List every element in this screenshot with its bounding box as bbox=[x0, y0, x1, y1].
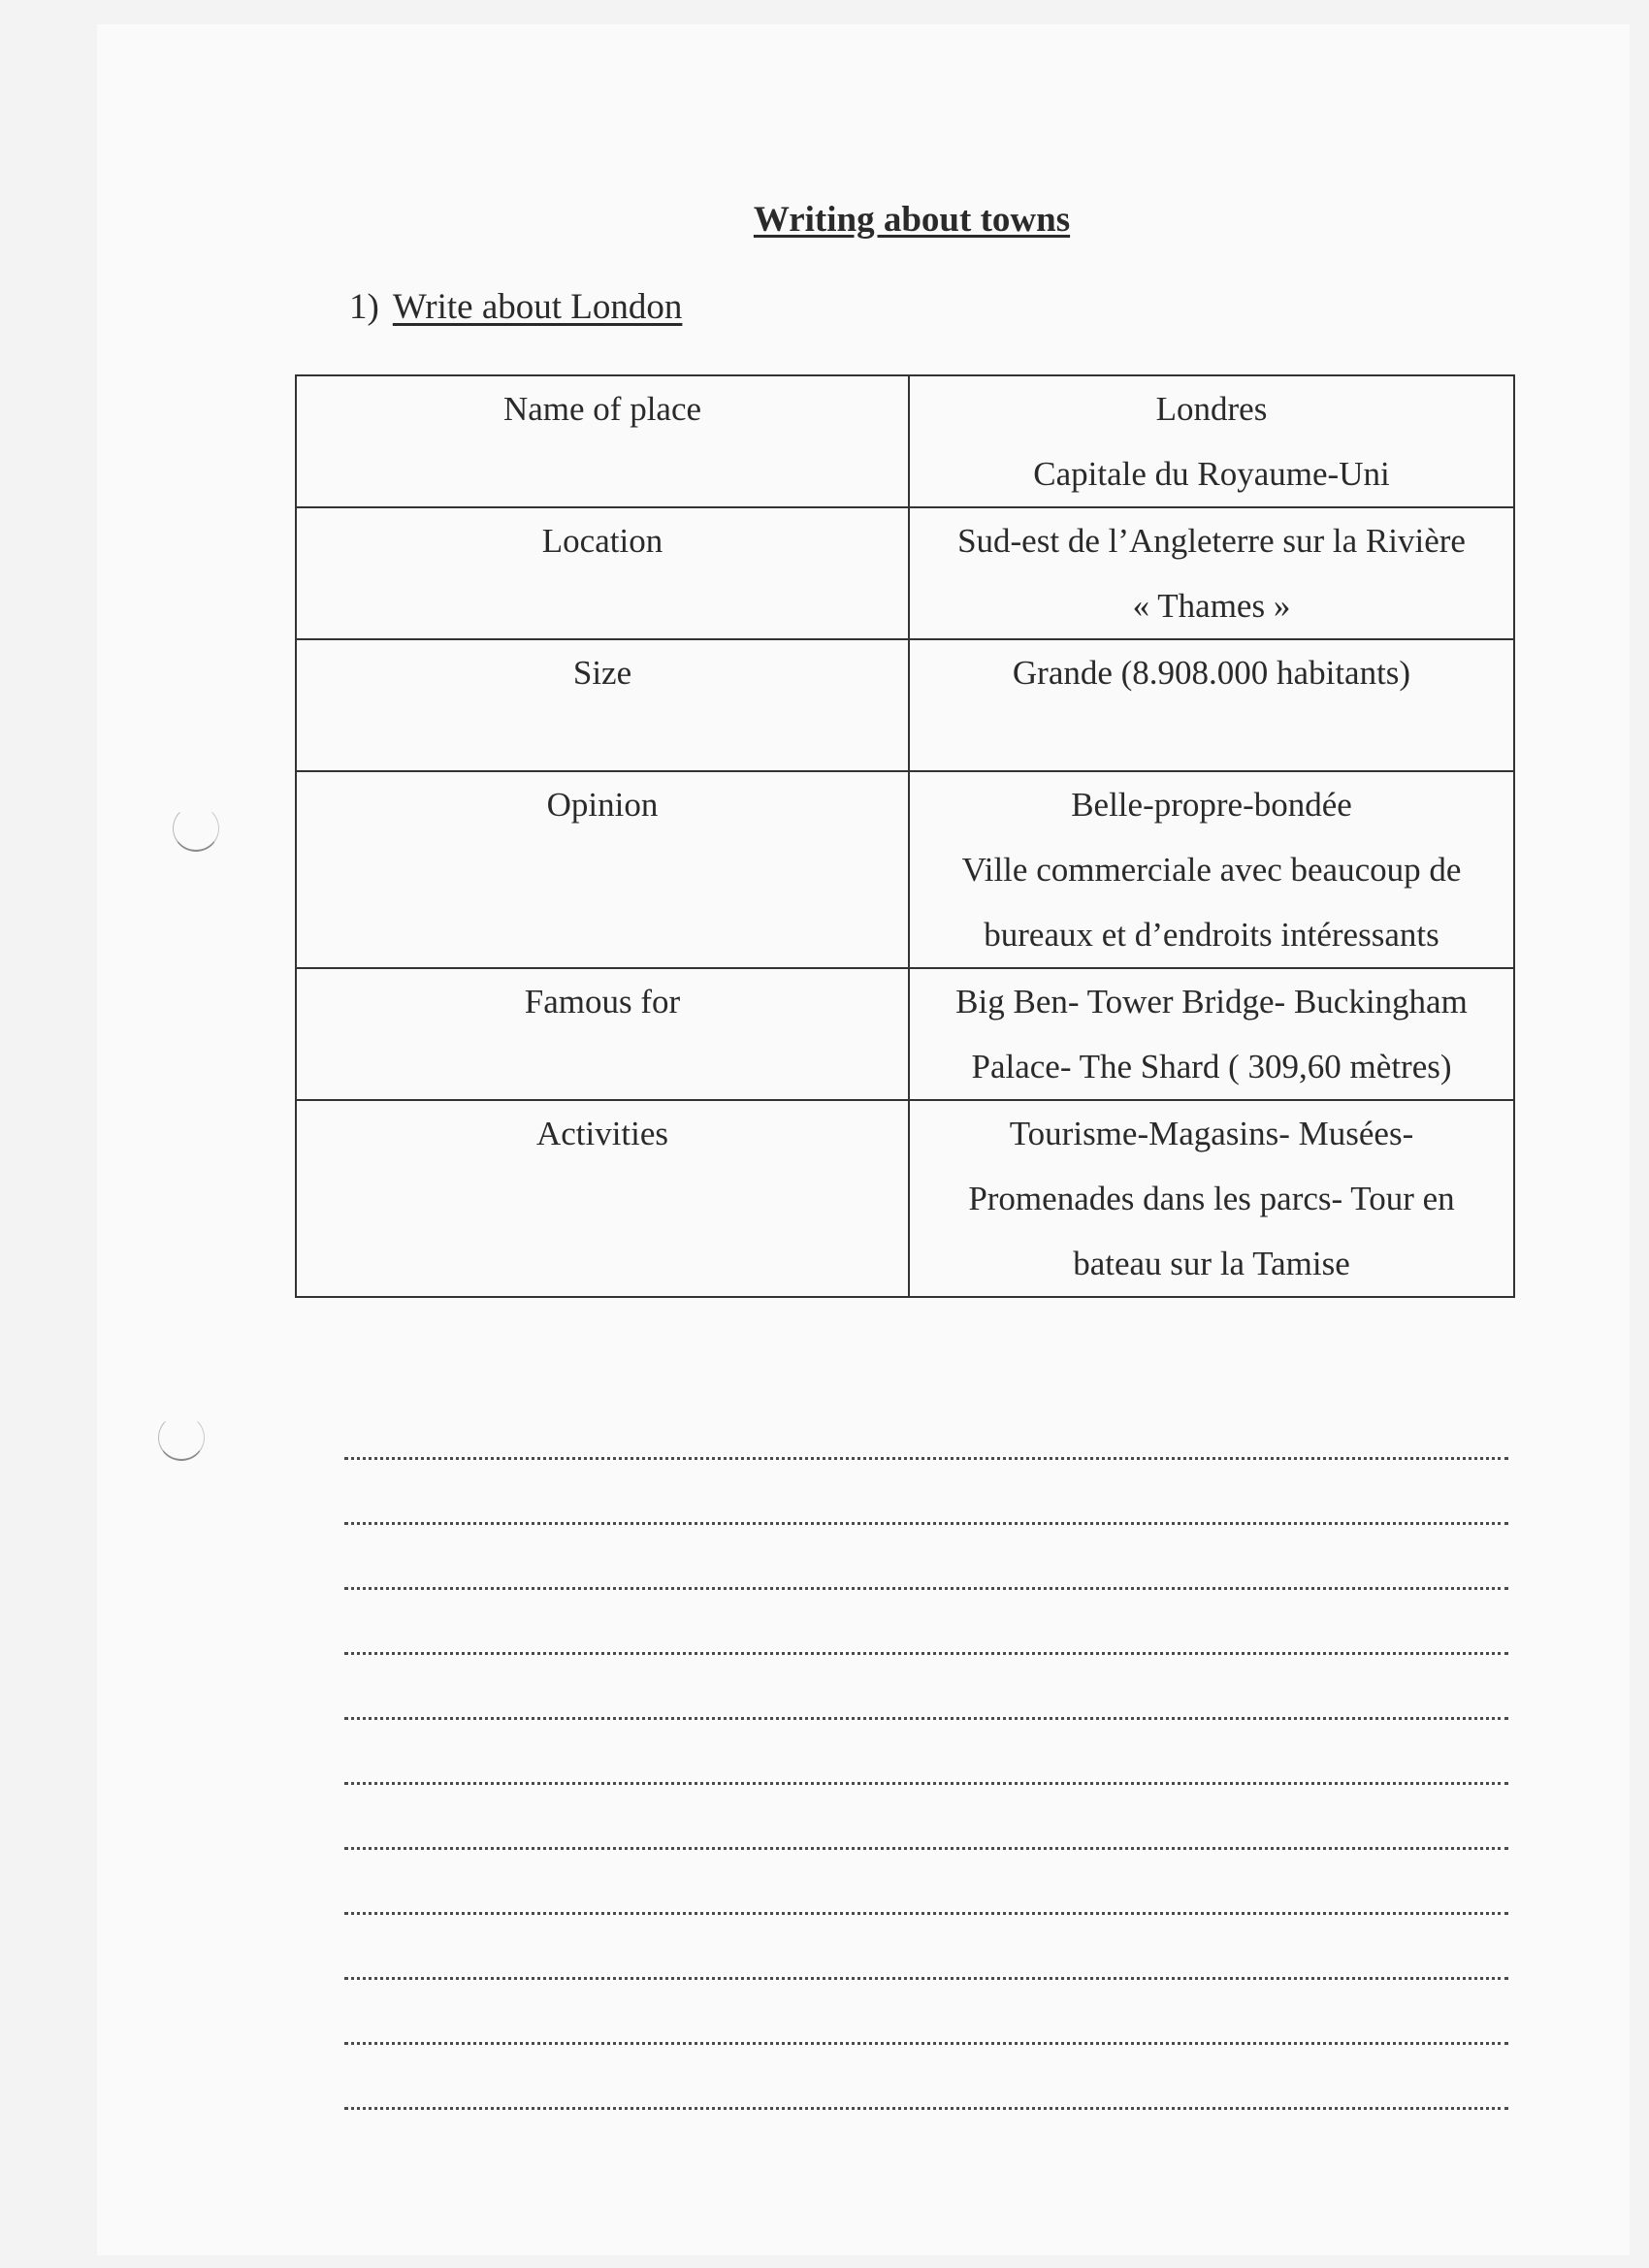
dotted-answer-line[interactable] bbox=[344, 1850, 1508, 1915]
value-line: Tourisme-Magasins- Musées- bbox=[1009, 1115, 1414, 1152]
london-info-table bbox=[295, 374, 1515, 1298]
dotted-answer-line[interactable] bbox=[344, 1785, 1508, 1850]
value-line: Londres bbox=[1155, 390, 1268, 428]
dotted-answer-line[interactable] bbox=[344, 1980, 1508, 2045]
row-value bbox=[909, 639, 1514, 771]
table-row bbox=[296, 1100, 1514, 1297]
value-line: Ville commerciale avec beaucoup de bbox=[961, 851, 1462, 889]
row-value bbox=[909, 771, 1514, 968]
punch-hole bbox=[173, 805, 219, 852]
value-line: Sud-est de l’Angleterre sur la Rivière bbox=[957, 522, 1466, 560]
dotted-answer-line[interactable] bbox=[344, 1720, 1508, 1785]
question-heading bbox=[349, 286, 682, 328]
table-row bbox=[296, 639, 1514, 771]
value-line: Promenades dans les parcs- Tour en bbox=[968, 1180, 1455, 1217]
value-line: Capitale du Royaume-Uni bbox=[1033, 455, 1390, 493]
value-line: Grande (8.908.000 habitants) bbox=[1012, 654, 1411, 692]
question-text: Write about London bbox=[392, 287, 683, 327]
value-line: Palace- The Shard ( 309,60 mètres) bbox=[971, 1048, 1452, 1085]
row-value bbox=[909, 1100, 1514, 1297]
value-line: bateau sur la Tamise bbox=[1073, 1245, 1350, 1282]
row-label: Name of place bbox=[296, 375, 909, 507]
dotted-answer-line[interactable] bbox=[344, 1460, 1508, 1525]
writing-area[interactable] bbox=[344, 1395, 1508, 2110]
row-label: Size bbox=[296, 639, 909, 771]
value-line: bureaux et d’endroits intéressants bbox=[984, 916, 1439, 954]
row-value bbox=[909, 507, 1514, 639]
row-label: Location bbox=[296, 507, 909, 639]
question-number: 1) bbox=[349, 287, 379, 327]
dotted-answer-line[interactable] bbox=[344, 1590, 1508, 1655]
row-label: Famous for bbox=[296, 968, 909, 1100]
row-label: Activities bbox=[296, 1100, 909, 1297]
worksheet-title: Writing about towns bbox=[753, 200, 1071, 240]
table-row bbox=[296, 375, 1514, 507]
value-line: Belle-propre-bondée bbox=[1071, 786, 1352, 824]
punch-hole bbox=[158, 1414, 205, 1461]
dotted-answer-line[interactable] bbox=[344, 2045, 1508, 2110]
value-line: « Thames » bbox=[1132, 587, 1291, 625]
row-label: Opinion bbox=[296, 771, 909, 968]
table-row bbox=[296, 507, 1514, 639]
row-value bbox=[909, 968, 1514, 1100]
value-line: Big Ben- Tower Bridge- Buckingham bbox=[955, 983, 1468, 1021]
table-row bbox=[296, 771, 1514, 968]
table-row bbox=[296, 968, 1514, 1100]
dotted-answer-line[interactable] bbox=[344, 1915, 1508, 1980]
dotted-answer-line[interactable] bbox=[344, 1395, 1508, 1460]
dotted-answer-line[interactable] bbox=[344, 1655, 1508, 1720]
dotted-answer-line[interactable] bbox=[344, 1525, 1508, 1590]
row-value bbox=[909, 375, 1514, 507]
